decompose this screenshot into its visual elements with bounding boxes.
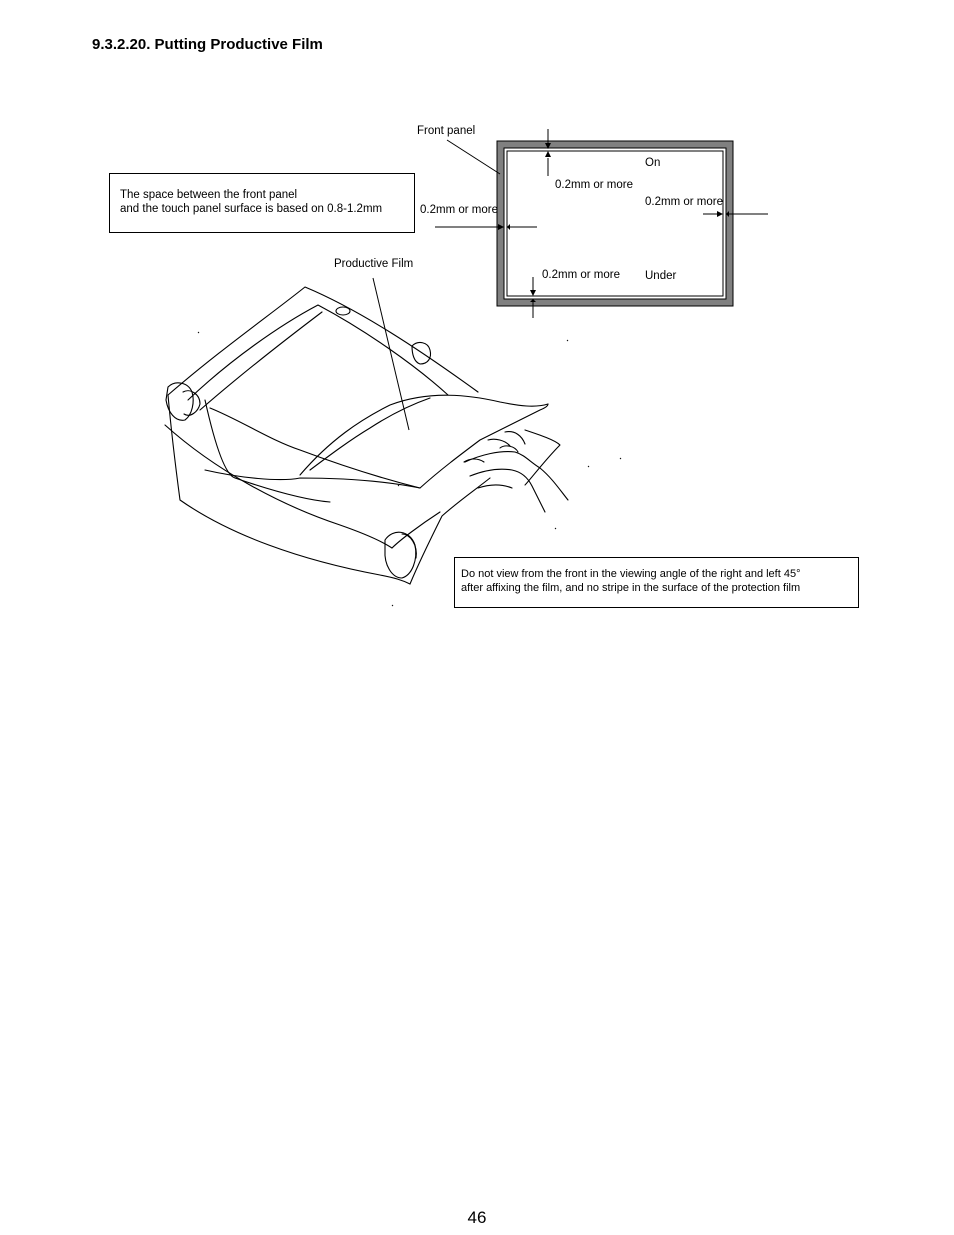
page-number: 46: [467, 1208, 487, 1227]
spacing-note-line1: The space between the front panel: [120, 189, 298, 201]
top-side-label: On: [645, 157, 661, 169]
bottom-side-label: Under: [645, 270, 677, 282]
right-clearance-label: 0.2mm or more: [645, 196, 723, 208]
film-leader: [373, 278, 409, 430]
front-panel-leader: [447, 140, 500, 174]
section-heading: 9.3.2.20. Putting Productive Film: [92, 36, 323, 53]
spacing-note: [109, 173, 415, 233]
panel-sketch: [165, 287, 568, 584]
viewing-note-line2: after affixing the film, and no stripe in the surface of the protection film: [461, 582, 801, 594]
top-clearance-label: 0.2mm or more: [555, 179, 633, 191]
viewing-angle-note: [454, 557, 859, 608]
front-panel-label: Front panel: [417, 125, 476, 137]
bottom-clearance-label: 0.2mm or more: [542, 269, 620, 281]
viewing-note-line1: Do not view from the front in the viewing angle of the right and left 45°: [461, 568, 801, 580]
front-panel-frame: [497, 141, 733, 306]
left-clearance-label: 0.2mm or more: [420, 204, 498, 216]
spacing-note-line2: and the touch panel surface is based on 0.8-1.2mm: [120, 203, 383, 215]
film-label: Productive Film: [334, 258, 414, 270]
